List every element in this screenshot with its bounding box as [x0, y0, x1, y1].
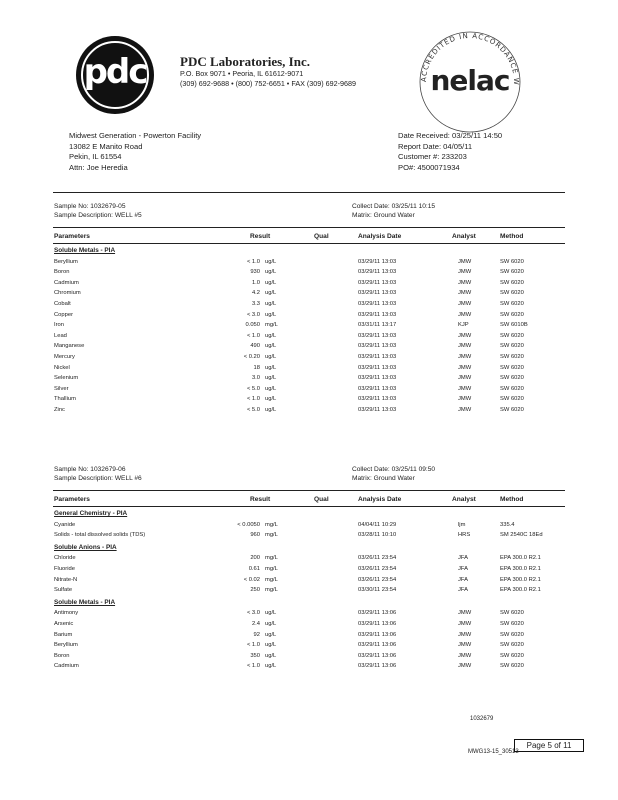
method: EPA 300.0 R2.1	[500, 566, 541, 572]
result-unit: ug/L	[265, 610, 277, 617]
result-value: 3.3	[251, 301, 260, 307]
result-value: < 3.0	[246, 610, 260, 617]
analysis-date: 03/29/11 13:06	[358, 610, 397, 617]
client-line: Midwest Generation - Powerton Facility	[69, 131, 202, 140]
result-unit: ug/L	[265, 631, 277, 638]
result-value: < 0.0050	[237, 521, 260, 528]
result-value: < 0.20	[243, 354, 260, 360]
group-title: Soluble Metals - PIA	[54, 598, 116, 606]
parameter-name: Selenium	[54, 375, 79, 382]
analysis-date: 03/29/11 13:03	[358, 258, 397, 265]
analyst: JMW	[458, 311, 472, 318]
parameter-name: Sulfate	[54, 587, 73, 594]
analysis-date: 04/04/11 10:29	[358, 521, 397, 528]
analyst: JMW	[458, 396, 472, 403]
analysis-date: 03/29/11 13:03	[358, 385, 397, 392]
result-value: < 0.02	[243, 576, 260, 583]
analysis-date: 03/30/11 23:54	[358, 587, 397, 594]
col-parameters: Parameters	[54, 496, 90, 503]
result-unit: mg/L	[265, 576, 278, 583]
result-value: 0.050	[245, 322, 260, 329]
report-info	[398, 131, 502, 173]
method: SW 6010B	[500, 322, 528, 329]
result-value: < 5.0	[246, 407, 260, 413]
footer-doc-id: MWG13-15_30513	[468, 749, 519, 755]
analysis-date: 03/29/11 13:03	[358, 375, 397, 382]
parameter-name: Boron	[54, 652, 70, 659]
result-value: < 5.0	[246, 385, 260, 392]
result-unit: ug/L	[265, 269, 277, 276]
nelac-logo	[416, 28, 524, 136]
method: SW 6020	[500, 269, 524, 276]
parameter-name: Cobalt	[54, 301, 71, 307]
analyst: JMW	[458, 290, 472, 297]
result-value: < 1.0	[246, 258, 260, 265]
group-title: Soluble Metals - PIA	[54, 247, 116, 254]
method: 335.4	[500, 521, 515, 528]
sample-description: Sample Description: WELL #5	[54, 212, 142, 219]
analyst: ljm	[458, 521, 466, 528]
parameter-name: Boron	[54, 269, 70, 276]
col-analysis-date: Analysis Date	[358, 496, 402, 503]
result-value: 250	[250, 587, 260, 594]
analysis-date: 03/29/11 13:06	[358, 652, 397, 659]
group-title: Soluble Anions - PIA	[54, 543, 117, 551]
result-unit: ug/L	[265, 663, 277, 670]
lab-name: PDC Laboratories, Inc.	[180, 54, 310, 69]
analysis-date: 03/29/11 13:06	[358, 663, 397, 670]
parameter-name: Chromium	[54, 290, 81, 297]
method: SW 6020	[500, 343, 524, 350]
result-unit: mg/L	[265, 555, 278, 562]
result-value: < 3.0	[246, 311, 260, 318]
analysis-date: 03/29/11 13:03	[358, 311, 397, 318]
group-title: General Chemistry - PIA	[54, 510, 128, 517]
analysis-date: 03/29/11 13:03	[358, 407, 397, 413]
col-method: Method	[500, 496, 524, 503]
analysis-date: 03/26/11 23:54	[358, 576, 397, 583]
result-unit: ug/L	[265, 652, 277, 659]
result-unit: ug/L	[265, 258, 277, 265]
parameter-name: Thallium	[54, 396, 76, 403]
analysis-date: 03/29/11 13:03	[358, 301, 397, 307]
result-unit: ug/L	[265, 407, 277, 413]
report-info-line: Customer #: 233203	[398, 152, 467, 161]
method: SW 6020	[500, 610, 524, 617]
parameter-name: Iron	[54, 322, 64, 329]
method: SW 6020	[500, 621, 524, 627]
analyst: JMW	[458, 610, 472, 617]
result-unit: ug/L	[265, 642, 277, 649]
method: SW 6020	[500, 407, 524, 413]
analyst: JMW	[458, 364, 472, 371]
result-value: 960	[250, 532, 260, 539]
result-value: < 1.0	[246, 332, 260, 339]
result-value: < 1.0	[246, 663, 260, 670]
col-analysis-date: Analysis Date	[358, 233, 402, 240]
sample-description: Sample Description: WELL #6	[54, 475, 142, 482]
analyst: JFA	[458, 555, 468, 562]
result-value: 0.61	[248, 566, 260, 572]
parameter-name: Fluoride	[54, 566, 75, 572]
result-unit: ug/L	[265, 375, 277, 382]
analysis-date: 03/29/11 13:06	[358, 642, 397, 649]
result-value: 490	[250, 343, 260, 350]
analyst: JMW	[458, 332, 472, 339]
result-unit: mg/L	[265, 521, 278, 528]
result-value: 200	[250, 555, 260, 562]
parameter-name: Cyanide	[54, 521, 76, 528]
result-value: < 1.0	[246, 396, 260, 403]
analyst: JMW	[458, 642, 472, 649]
parameter-name: Cadmium	[54, 279, 79, 286]
page-indicator	[514, 739, 584, 752]
pdc-logo-text: pdc	[83, 52, 147, 92]
analyst: JMW	[458, 663, 472, 670]
footer-lab-id: 1032679	[470, 716, 494, 722]
parameter-name: Mercury	[54, 354, 75, 360]
analysis-date: 03/29/11 13:03	[358, 354, 397, 360]
analyst: JMW	[458, 301, 472, 307]
table-top-rule	[53, 227, 565, 228]
table-header-rule	[53, 506, 565, 507]
method: SW 6020	[500, 652, 524, 659]
col-method: Method	[500, 233, 524, 240]
method: SW 6020	[500, 663, 524, 670]
analyst: KJP	[458, 322, 469, 329]
method: SW 6020	[500, 290, 524, 297]
result-unit: ug/L	[265, 290, 277, 297]
result-unit: ug/L	[265, 364, 277, 371]
pdc-logo	[74, 34, 156, 116]
report-info-line: Date Received: 03/25/11 14:50	[398, 131, 503, 140]
col-analyst: Analyst	[452, 233, 476, 240]
analyst: JMW	[458, 279, 472, 286]
sample-collect-date: Collect Date: 03/25/11 10:15	[352, 203, 436, 210]
client-line: Attn: Joe Heredia	[69, 162, 128, 172]
parameter-name: Manganese	[54, 343, 85, 350]
sample-number: Sample No: 1032679-06	[54, 466, 126, 473]
method: EPA 300.0 R2.1	[500, 576, 541, 583]
parameter-name: Silver	[54, 385, 69, 392]
lab-address: P.O. Box 9071 • Peoria, IL 61612-9071	[180, 69, 304, 78]
result-unit: ug/L	[265, 385, 277, 392]
analyst: JMW	[458, 258, 472, 265]
result-value: 350	[250, 652, 260, 659]
method: EPA 300.0 R2.1	[500, 555, 541, 562]
parameter-name: Cadmium	[54, 663, 79, 670]
analyst: JMW	[458, 354, 472, 360]
report-info-line: PO#: 4500071934	[398, 162, 460, 172]
method: SW 6020	[500, 642, 524, 649]
sample-matrix: Matrix: Ground Water	[352, 212, 415, 219]
col-parameters: Parameters	[54, 233, 90, 240]
analysis-date: 03/29/11 13:03	[358, 290, 397, 297]
parameter-name: Lead	[54, 332, 67, 339]
analysis-date: 03/29/11 13:06	[358, 631, 397, 638]
method: SW 6020	[500, 375, 524, 382]
parameter-name: Antimony	[54, 610, 79, 617]
result-unit: ug/L	[265, 279, 277, 286]
analysis-date: 03/26/11 23:54	[358, 555, 397, 562]
method: SW 6020	[500, 631, 524, 638]
parameter-name: Beryllium	[54, 642, 78, 649]
col-qual: Qual	[314, 496, 329, 503]
analysis-date: 03/29/11 13:03	[358, 279, 397, 286]
sample-matrix: Matrix: Ground Water	[352, 475, 415, 482]
method: SW 6020	[500, 279, 524, 286]
table-header-rule	[53, 243, 565, 244]
analyst: JMW	[458, 269, 472, 276]
page-indicator-label: Page 5 of 11	[526, 741, 572, 750]
col-analyst: Analyst	[452, 496, 476, 503]
result-value: 930	[250, 269, 260, 276]
analysis-date: 03/28/11 10:10	[358, 532, 397, 539]
method: SW 6020	[500, 354, 524, 360]
report-info-line: Report Date: 04/05/11	[398, 141, 473, 151]
header-divider	[53, 192, 565, 193]
analyst: JMW	[458, 652, 472, 659]
analyst: JFA	[458, 576, 468, 583]
method: SW 6020	[500, 364, 524, 371]
col-result: Result	[250, 496, 271, 503]
analysis-date: 03/26/11 23:54	[358, 566, 397, 572]
result-unit: mg/L	[265, 566, 278, 572]
method: SW 6020	[500, 332, 524, 339]
parameter-name: Barium	[54, 631, 73, 638]
result-unit: ug/L	[265, 311, 277, 318]
client-address	[69, 131, 201, 173]
client-line: 13082 E Manito Road	[69, 141, 143, 151]
nelac-ring-text: ACCREDITED IN ACCORDANCE W	[419, 31, 521, 86]
parameter-name: Nitrate-N	[54, 576, 78, 583]
result-unit: ug/L	[265, 301, 277, 307]
method: SW 6020	[500, 396, 524, 403]
analysis-date: 03/29/11 13:03	[358, 332, 397, 339]
lab-phones: (309) 692-9688 • (800) 752-6651 • FAX (309) 692-9689	[180, 79, 357, 88]
col-qual: Qual	[314, 233, 329, 240]
result-unit: mg/L	[265, 322, 278, 329]
analysis-date: 03/29/11 13:03	[358, 364, 397, 371]
method: SW 6020	[500, 311, 524, 318]
parameter-name: Solids - total dissolved solids (TDS)	[54, 532, 146, 539]
result-value: 18	[253, 364, 260, 371]
method: SW 6020	[500, 301, 524, 307]
parameter-name: Beryllium	[54, 258, 78, 265]
result-unit: mg/L	[265, 587, 278, 594]
result-value: 3.0	[251, 375, 260, 382]
nelac-text: nelac	[430, 64, 510, 97]
result-unit: ug/L	[265, 332, 277, 339]
analyst: HRS	[458, 532, 471, 539]
table-top-rule	[53, 490, 565, 491]
analysis-date: 03/29/11 13:03	[358, 269, 397, 276]
parameter-name: Zinc	[54, 407, 65, 413]
analysis-date: 03/29/11 13:03	[358, 396, 397, 403]
result-value: 92	[253, 631, 260, 638]
analysis-date: 03/29/11 13:06	[358, 621, 397, 627]
sample-number: Sample No: 1032679-05	[54, 203, 126, 210]
method: SM 2540C 18Ed	[500, 532, 543, 539]
result-value: 4.2	[251, 290, 260, 297]
result-unit: ug/L	[265, 343, 277, 350]
analyst: JMW	[458, 375, 472, 382]
col-result: Result	[250, 233, 271, 240]
parameter-name: Arsenic	[54, 621, 74, 627]
parameter-name: Chloride	[54, 555, 76, 562]
method: SW 6020	[500, 258, 524, 265]
analysis-date: 03/31/11 13:17	[358, 322, 397, 329]
result-unit: ug/L	[265, 354, 277, 360]
analysis-date: 03/29/11 13:03	[358, 343, 397, 350]
result-unit: ug/L	[265, 396, 277, 403]
result-value: < 1.0	[246, 642, 260, 649]
result-unit: mg/L	[265, 532, 278, 539]
analyst: JMW	[458, 385, 472, 392]
analyst: JMW	[458, 621, 472, 627]
client-line: Pekin, IL 61554	[69, 152, 122, 161]
method: EPA 300.0 R2.1	[500, 587, 541, 594]
parameter-name: Copper	[54, 311, 74, 318]
result-value: 2.4	[251, 621, 260, 627]
analyst: JMW	[458, 407, 472, 413]
sample-collect-date: Collect Date: 03/25/11 09:50	[352, 466, 436, 473]
result-unit: ug/L	[265, 621, 277, 627]
result-value: 1.0	[251, 279, 260, 286]
analyst: JMW	[458, 343, 472, 350]
analyst: JFA	[458, 566, 468, 572]
method: SW 6020	[500, 385, 524, 392]
analyst: JFA	[458, 587, 468, 594]
analyst: JMW	[458, 631, 472, 638]
parameter-name: Nickel	[54, 364, 70, 371]
